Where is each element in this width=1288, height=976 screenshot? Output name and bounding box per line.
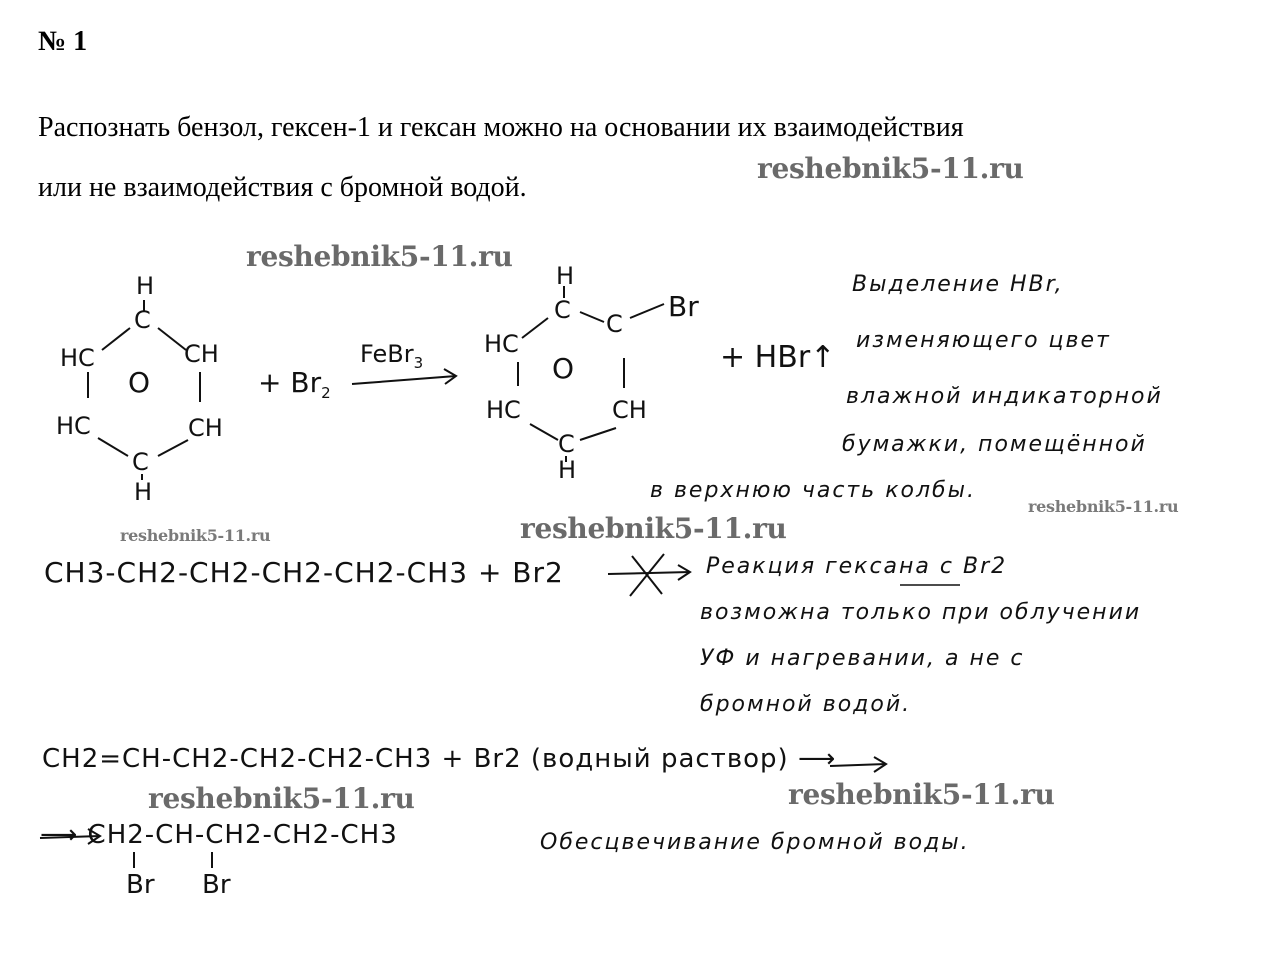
hexane-note-line: возможна только при облучении — [700, 600, 1142, 625]
atom-label: H — [136, 272, 155, 300]
task-number: № 1 — [38, 26, 88, 57]
watermark: reshebnik5-11.ru — [148, 782, 415, 815]
catalyst-subscript: 3 — [413, 354, 424, 372]
bromobenzene-ring-bonds — [518, 286, 664, 462]
catalyst-text: FeBr — [360, 340, 414, 368]
reagent — [258, 366, 331, 402]
atom-label: H — [558, 456, 577, 484]
catalyst — [360, 340, 423, 372]
atom-label: C — [134, 306, 151, 334]
atom-label: HC — [486, 396, 521, 424]
hexane-note-line: бромной водой. — [700, 692, 912, 717]
atom-label: C — [558, 430, 575, 458]
reagent-text: + Br — [258, 366, 322, 399]
atom-label: C — [606, 310, 623, 338]
watermark: reshebnik5-11.ru — [1028, 497, 1179, 516]
watermark: reshebnik5-11.ru — [120, 526, 271, 545]
hexene-equation-line-2: ⟶ CH2-CH-CH2-CH2-CH3 — [40, 820, 398, 850]
hexane-note-line: УФ и нагревании, а не с — [700, 646, 1025, 671]
byproduct: + HBr↑ — [720, 340, 836, 375]
ring-center-label: O — [552, 352, 575, 385]
bromine-substituent: Br — [126, 870, 155, 900]
benzene-note-line: в верхнюю часть колбы. — [650, 478, 976, 503]
bromine-substituent: Br — [202, 870, 231, 900]
atom-label: Br — [668, 290, 699, 323]
watermark: reshebnik5-11.ru — [788, 778, 1055, 811]
atom-label: HC — [60, 344, 95, 372]
atom-label: C — [132, 448, 149, 476]
hexene-note: Обесцвечивание бромной воды. — [540, 830, 970, 855]
problem-text-line-2: или не взаимодействия с бромной водой. — [38, 172, 527, 203]
no-reaction-arrow — [608, 554, 690, 596]
reagent-subscript: 2 — [321, 384, 331, 402]
atom-label: CH — [188, 414, 223, 442]
watermark: reshebnik5-11.ru — [246, 240, 513, 273]
atom-label: H — [134, 478, 153, 506]
ring-center-label: O — [128, 366, 151, 399]
hexene-equation-line-1: CH2=CH-CH2-CH2-CH2-CH3 + Br2 (водный раствор) ⟶ — [42, 744, 837, 774]
atom-label: CH — [612, 396, 647, 424]
atom-label: CH — [184, 340, 219, 368]
hexane-formula: CH3-CH2-CH2-CH2-CH2-CH3 + Br2 — [44, 556, 564, 589]
problem-text-line-1: Распознать бензол, гексен-1 и гексан можно на основании их взаимодействия — [38, 112, 964, 143]
atom-label: H — [556, 262, 575, 290]
watermark: reshebnik5-11.ru — [520, 512, 787, 545]
benzene-note-line: изменяющего цвет — [856, 328, 1111, 353]
atom-label: HC — [484, 330, 519, 358]
benzene-note-line: бумажки, помещённой — [842, 432, 1147, 457]
benzene-note-line: влажной индикаторной — [846, 384, 1163, 409]
benzene-note-line: Выделение HBr, — [852, 272, 1064, 297]
hexane-note-line: Реакция гексана с Br2 — [706, 554, 1008, 579]
atom-label: HC — [56, 412, 91, 440]
atom-label: C — [554, 296, 571, 324]
watermark: reshebnik5-11.ru — [757, 152, 1024, 185]
